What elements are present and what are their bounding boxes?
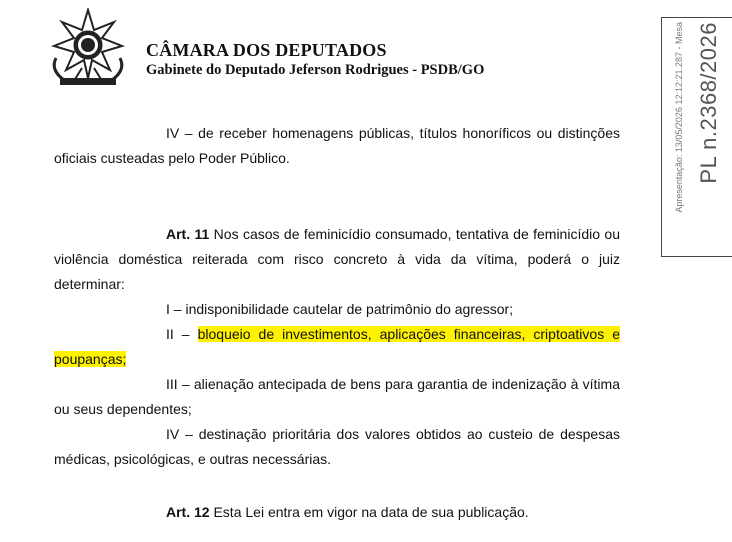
article-12: [54, 500, 620, 525]
presentation-stamp: [661, 17, 732, 257]
art11-text: Nos casos de feminicídio consumado, tentativa de feminicídio ou violência doméstica reiterada com risco concreto à vida da vítima, poderá o juiz determinar:: [54, 226, 620, 292]
item-iv-honors: IV – de receber homenagens públicas, títulos honoríficos ou distinções oficiais custeadas pelo Poder Público.: [54, 125, 620, 166]
art11-paragraph: [54, 222, 620, 297]
chamber-title: CÂMARA DOS DEPUTADOS: [146, 40, 387, 60]
art12-label: Art. 12: [166, 504, 210, 520]
bill-number: PL n.2368/2026: [696, 22, 721, 184]
document-body: [54, 121, 620, 171]
brazil-coat-of-arms-icon: [46, 8, 130, 88]
item-iv: IV – destinação prioritária dos valores obtidos ao custeio de despesas médicas, psicológicas, e outras necessárias.: [54, 426, 620, 467]
office-subtitle: Gabinete do Deputado Jeferson Rodrigues - PSDB/GO: [146, 62, 485, 78]
item-ii-prefix: II –: [166, 326, 198, 342]
art12-text: Esta Lei entra em vigor na data de sua publicação.: [209, 504, 529, 520]
item-iii: III – alienação antecipada de bens para garantia de indenização à vítima ou seus dependentes;: [54, 376, 620, 417]
item-i: I – indisponibilidade cautelar de patrimônio do agressor;: [166, 301, 514, 317]
item-ii-highlight: bloqueio de investimentos, aplicações financeiras, criptoativos e poupanças;: [54, 326, 620, 367]
presentation-date: Apresentação: 13/05/2026 12:12:21.287 - Mesa: [674, 22, 684, 213]
article-11: [54, 222, 620, 472]
item-ii: [54, 322, 620, 372]
art12-paragraph: [54, 500, 620, 525]
art11-label: Art. 11: [166, 226, 210, 242]
